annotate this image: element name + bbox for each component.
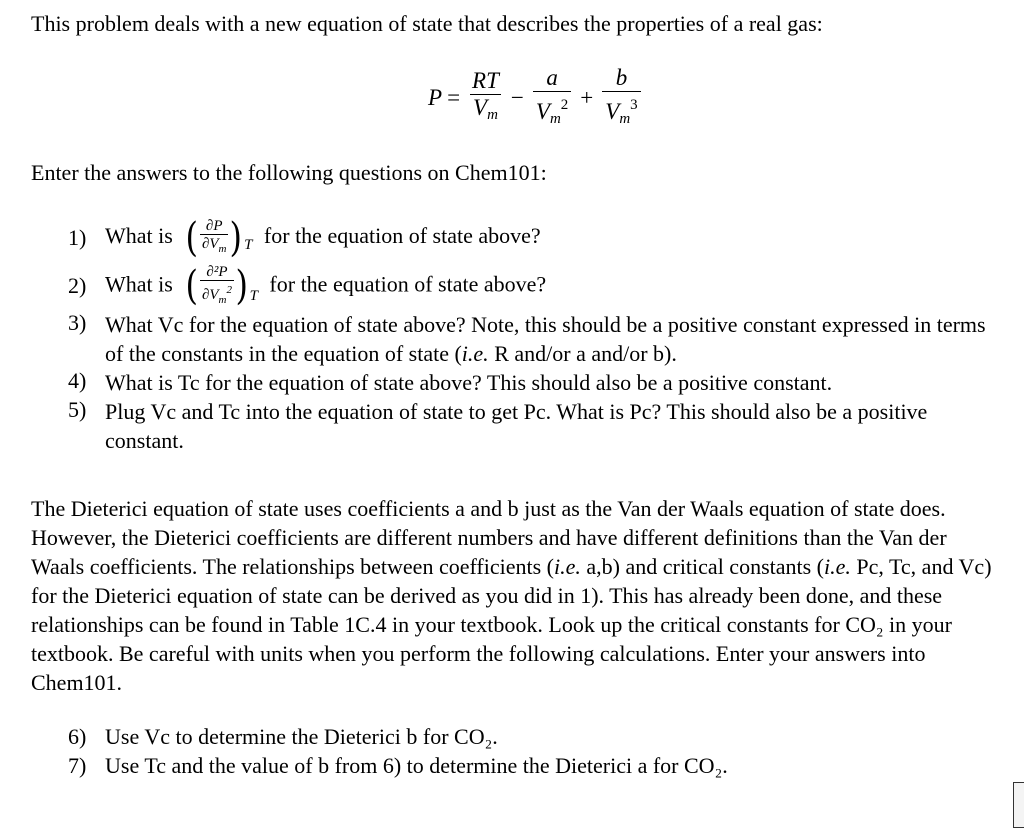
question-7: 7) Use Tc and the value of b from 6) to determine the Dieterici a for CO₂. (68, 753, 728, 778)
eq-term1 (469, 68, 502, 128)
eq-minus: − (510, 85, 524, 110)
eq-lhs: P (428, 85, 443, 110)
question-list-2 (68, 722, 998, 780)
question-3: 3) What Vc for the equation of state above? Note, this should be a positive constant expressed in terms of the constants in the equation of state (i.e. R and/or a and/or b). (68, 310, 986, 366)
eq-term3-den: $V_m^3$ (602, 91, 640, 132)
eq-equals: = (447, 85, 461, 110)
eq-term1-den: $V_m$ (470, 94, 501, 128)
eq-term3 (602, 65, 640, 132)
eq-term2 (533, 65, 571, 132)
eq-term1-num: RT (472, 68, 499, 93)
question-6: 6) Use Vc to determine the Dieterici b for CO₂. (68, 724, 498, 749)
eq-term3-num: b (615, 64, 628, 90)
question-1: 1) What is ( $\frac{\partial P}{\partial V_m}$ ) T for the equation of state above? (68, 215, 541, 261)
derivative-d2P-dVm2: ( $\frac{\text{∂²P}}{\partial V_m^2}$ ) T (185, 263, 258, 309)
question-2: 2) What is ( $\frac{\text{∂²P}}{\partial V_m^2}$ ) T for the equation of state above? (68, 263, 547, 309)
eq-plus: + (580, 85, 594, 110)
eq-term2-num: a (546, 64, 558, 90)
question-5: 5) Plug Vc and Tc into the equation of state to get Pc. What is Pc? This should also be a positive constant. (68, 397, 928, 453)
dieterici-paragraph: The Dieterici equation of state uses coefficients a and b just as the Van der Waals equation of state does. However, the Dieterici coefficients are different numbers and have different definitions than the Van der Waals coefficients. The relationships between coefficients (i.e. a,b) and critical constants (i.e. Pc, Tc, and Vc) for the Dieterici equation of state can be derived as you did in 1). This has already been done, and these relationships can be found in Table 1C.4 in your textbook. Look up the critical constants for CO₂ in your textbook. Be careful with units when you perform the following calculations. Enter your answers into Chem101. (31, 496, 992, 695)
derivative-dP-dVm: ( $\frac{\partial P}{\partial V_m}$ ) T (185, 215, 253, 261)
question-4: 4) What is Tc for the equation of state above? This should also be a positive constant. (68, 368, 833, 395)
intro-text: This problem deals with a new equation of state that describes the properties of a real gas: (31, 11, 823, 36)
eq-term2-den: $V_m^2$ (533, 91, 571, 132)
question-list (68, 214, 998, 455)
equation-of-state (428, 62, 645, 134)
scrollbar-corner[interactable] (1013, 782, 1024, 828)
instructions-text: Enter the answers to the following questions on Chem101: (31, 160, 547, 185)
